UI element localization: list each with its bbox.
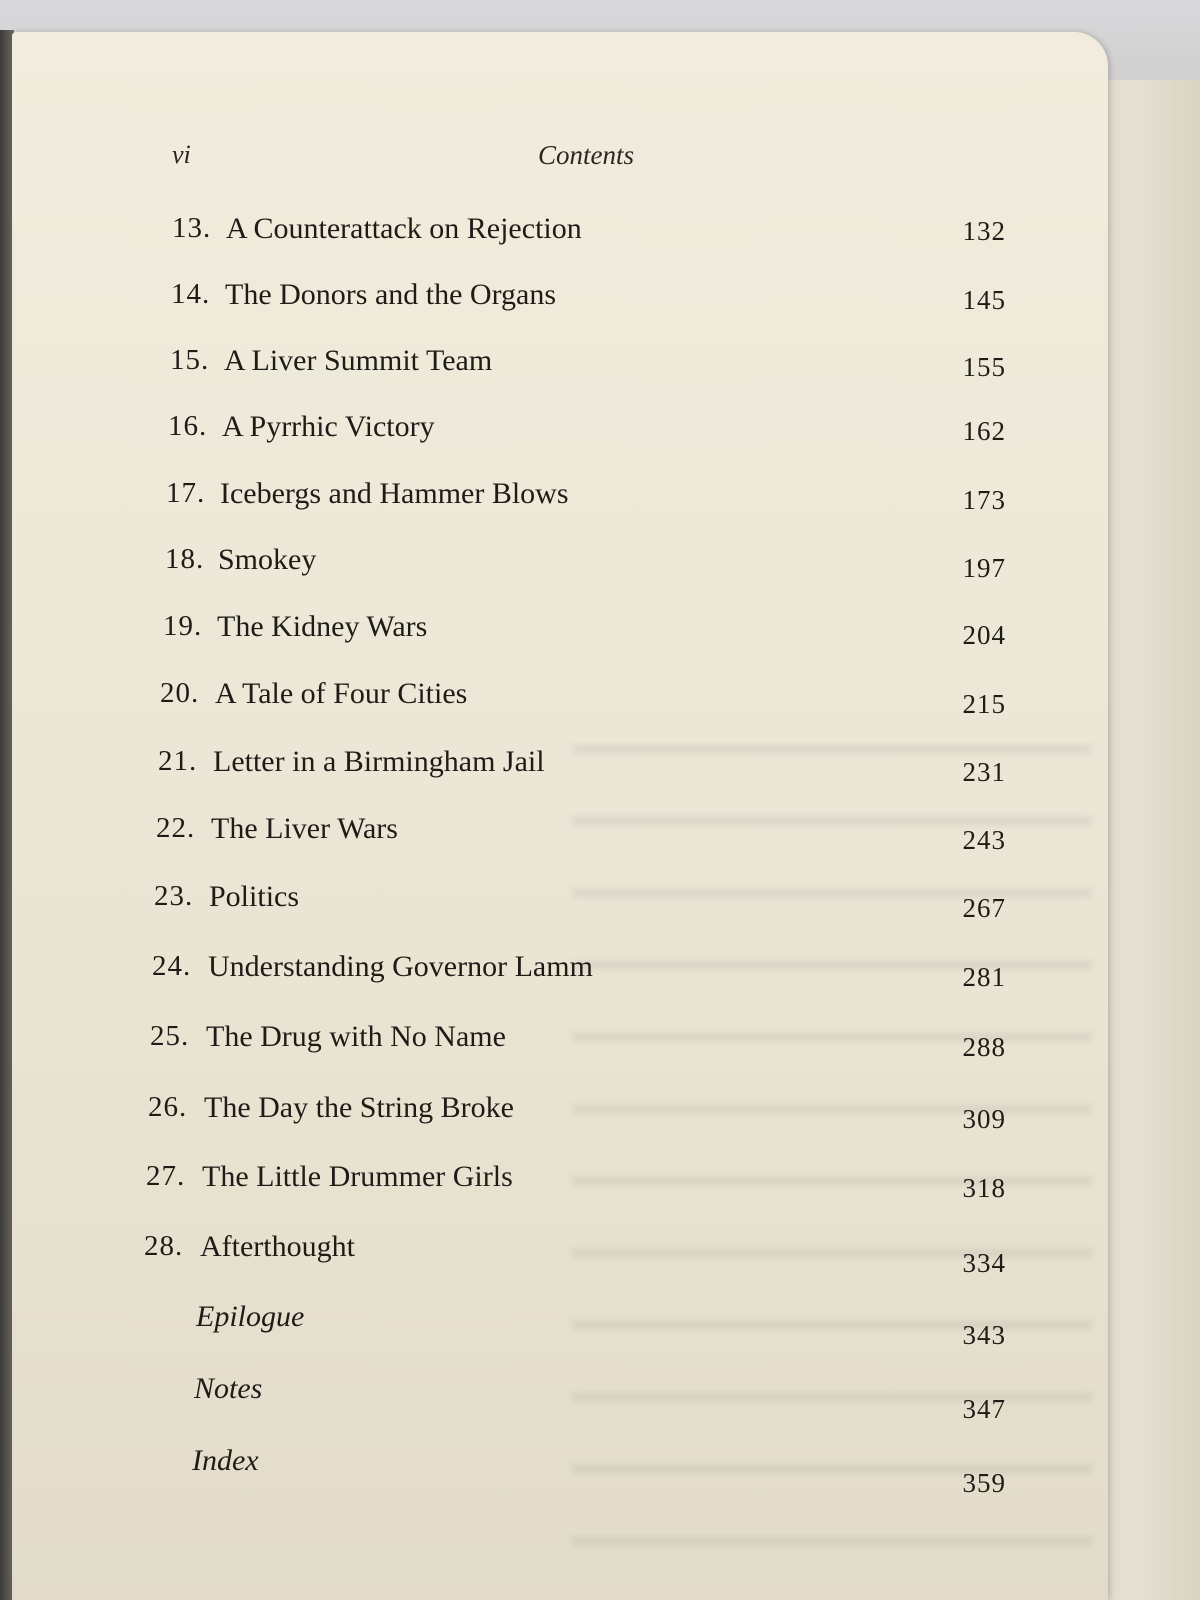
toc-entry	[12, 410, 1108, 450]
chapter-number: 27.	[146, 1160, 186, 1192]
chapter-title: A Liver Summit Team	[224, 344, 493, 377]
chapter-number: 20.	[160, 677, 200, 709]
toc-entry	[12, 477, 1108, 517]
chapter-title: The Day the String Broke	[204, 1091, 514, 1124]
table-of-contents	[12, 32, 1108, 1600]
chapter-number: 19.	[163, 610, 203, 642]
page-number: 334	[962, 1248, 1006, 1278]
toc-entry	[12, 543, 1108, 583]
toc-entry	[12, 610, 1108, 650]
toc-entry	[12, 1091, 1108, 1134]
chapter-number: 26.	[148, 1091, 188, 1123]
chapter-title: Politics	[209, 880, 300, 913]
toc-entry	[12, 880, 1108, 923]
page-number: 155	[962, 352, 1006, 382]
page-number: 145	[962, 285, 1006, 315]
toc-entry	[12, 1160, 1108, 1203]
chapter-title: Letter in a Birmingham Jail	[213, 745, 545, 778]
chapter-title: Icebergs and Hammer Blows	[220, 477, 569, 510]
chapter-title: The Kidney Wars	[217, 610, 428, 643]
page-number: 197	[962, 553, 1006, 583]
chapter-title: Afterthought	[200, 1230, 355, 1263]
book-page	[12, 32, 1108, 1600]
page-number: 204	[962, 620, 1006, 650]
chapter-title: A Tale of Four Cities	[215, 677, 468, 710]
chapter-number: 28.	[144, 1230, 184, 1262]
chapter-number: 24.	[152, 950, 192, 982]
back-matter-title: Epilogue	[196, 1300, 305, 1333]
toc-entry	[12, 812, 1108, 855]
toc-entry	[12, 1020, 1108, 1060]
chapter-number: 25.	[150, 1020, 190, 1052]
toc-entry	[12, 344, 1108, 384]
back-matter-title: Index	[192, 1444, 259, 1477]
toc-entry	[12, 1372, 1108, 1424]
page-number: 267	[962, 893, 1006, 923]
page-number: 173	[962, 485, 1006, 515]
chapter-number: 18.	[165, 543, 205, 575]
chapter-title: Understanding Governor Lamm	[208, 950, 593, 983]
chapter-number: 22.	[156, 812, 196, 844]
page-number: 359	[962, 1468, 1006, 1498]
page-number: 281	[962, 962, 1006, 992]
back-matter-title: Notes	[194, 1372, 263, 1405]
page-number: 215	[962, 689, 1006, 719]
toc-entry	[12, 950, 1108, 990]
chapter-number: 15.	[170, 344, 210, 376]
page-number: 231	[962, 757, 1006, 787]
chapter-number: 13.	[172, 212, 212, 244]
running-head-title: Contents	[538, 140, 635, 170]
toc-entry	[12, 278, 1108, 318]
chapter-number: 21.	[158, 745, 198, 777]
chapter-title: The Little Drummer Girls	[202, 1160, 513, 1193]
toc-entry	[12, 1300, 1108, 1350]
page-number: 243	[962, 825, 1006, 855]
toc-entry	[12, 745, 1108, 785]
page-number: 288	[962, 1032, 1006, 1062]
page-number: 162	[962, 416, 1006, 446]
page-number: 318	[962, 1173, 1006, 1203]
toc-entry	[12, 1444, 1108, 1498]
chapter-title: A Pyrrhic Victory	[222, 410, 435, 443]
chapter-title: Smokey	[218, 543, 317, 576]
chapter-title: The Liver Wars	[211, 812, 398, 845]
page-number: 347	[962, 1394, 1006, 1424]
chapter-number: 14.	[171, 278, 211, 310]
toc-entry	[12, 212, 1108, 252]
chapter-title: The Donors and the Organs	[225, 278, 557, 311]
chapter-title: The Drug with No Name	[206, 1020, 506, 1053]
chapter-number: 17.	[166, 477, 206, 509]
chapter-number: 16.	[168, 410, 208, 442]
toc-entry	[12, 677, 1108, 717]
toc-entry	[12, 1230, 1108, 1278]
chapter-number: 23.	[154, 880, 194, 912]
page-number: 309	[962, 1104, 1006, 1134]
page-number: 132	[962, 216, 1006, 246]
page-number: 343	[962, 1320, 1006, 1350]
chapter-title: A Counterattack on Rejection	[226, 212, 582, 245]
page-folio: vi	[172, 140, 191, 169]
